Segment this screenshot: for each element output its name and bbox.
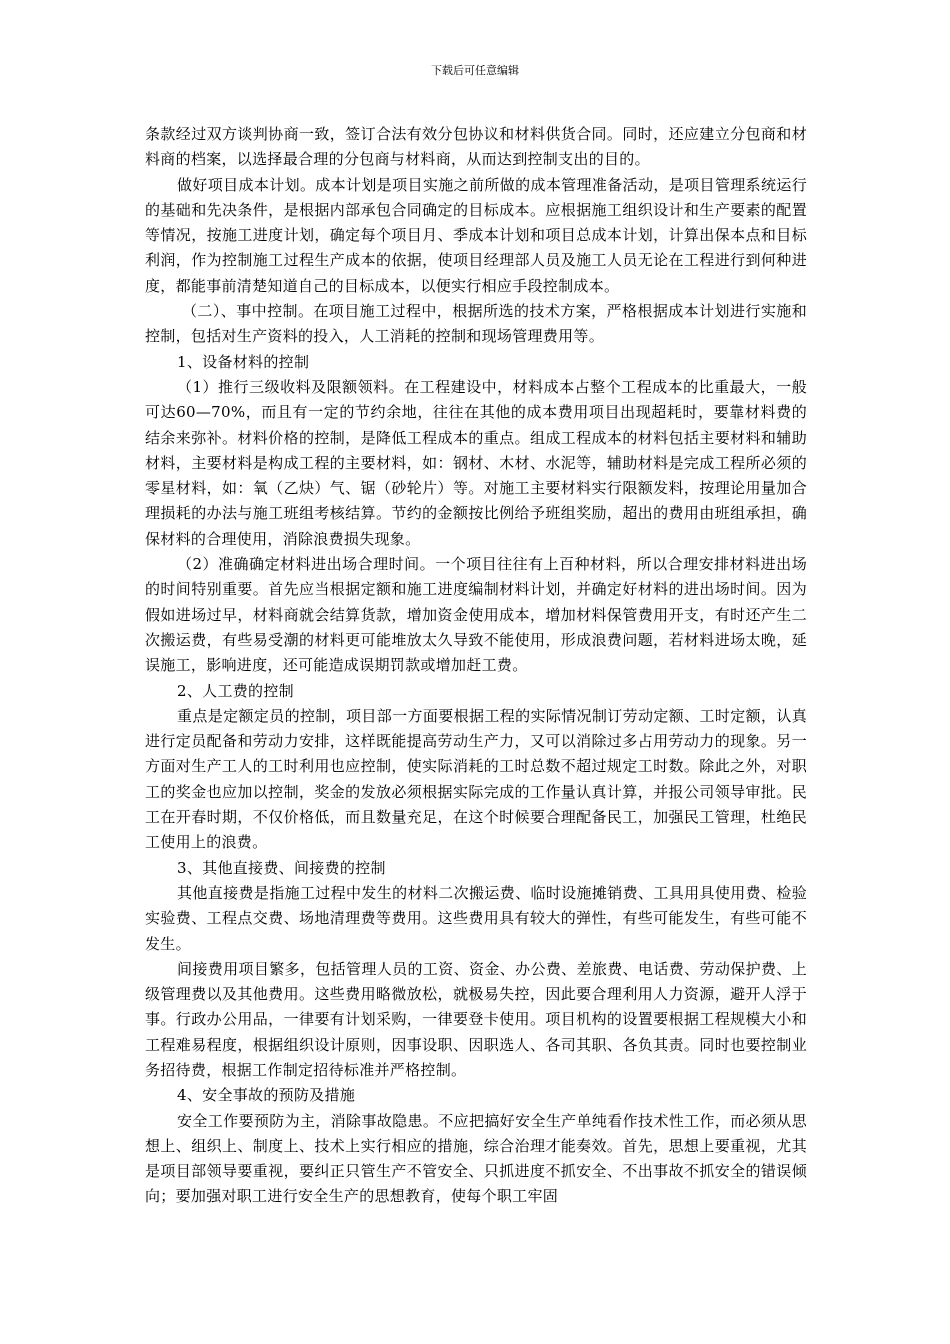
- paragraph-material-timing: （2）准确确定材料进出场合理时间。一个项目往往有上百种材料，所以合理安排材料进出场的时间特别重要。首先应当根据定额和施工进度编制材料计划，并确定好材料的进出场时间。因为假如进场过早，材料商就会结算货款，增加资金使用成本，增加材料保管费用开支，有时还产生二次搬运费，有些易受潮的材料更可能堆放太久导致不能使用，形成浪费问题，若材料进场太晚，延误施工，影响进度，还可能造成误期罚款或增加赶工费。: [145, 555, 807, 675]
- section-heading-other-costs: 3、其他直接费、间接费的控制: [177, 858, 386, 877]
- section-heading-labor: 2、人工费的控制: [177, 681, 294, 700]
- paragraph-subcontract: 条款经过双方谈判协商一致，签订合法有效分包协议和材料供货合同。同时，还应建立分包商和材料商的档案，以选择最合理的分包商与材料商，从而达到控制支出的目的。: [145, 125, 807, 169]
- paragraph-labor-control: 重点是定额定员的控制，项目部一方面要根据工程的实际情况制订劳动定额、工时定额，认真进行定员配备和劳动力安排，这样既能提高劳动生产力，又可以消除过多占用劳动力的现象。另一方面对生产工人的工时利用也应控制，使实际消耗的工时总数不超过规定工时数。除此之外，对职工的奖金也应加以控制，奖金的发放必须根据实际完成的工作量认真计算，并报公司领导审批。民工在开春时期，不仅价格低，而且数量充足，在这个时候要合理配备民工，加强民工管理，杜绝民工使用上的浪费。: [145, 706, 807, 852]
- paragraph-safety: 安全工作要预防为主，消除事故隐患。不应把搞好安全生产单纯看作技术性工作，而必须从思想上、组织上、制度上、技术上实行相应的措施，综合治理才能奏效。首先，思想上要重视，尤其是项目部领导要重视，要纠正只管生产不管安全、只抓进度不抓安全、不出事故不抓安全的错误倾向；要加强对职工进行安全生产的思想教育，使每个职工牢固: [145, 1111, 807, 1206]
- paragraph-cost-plan: 做好项目成本计划。成本计划是项目实施之前所做的成本管理准备活动，是项目管理系统运行的基础和先决条件，是根据内部承包合同确定的目标成本。应根据施工组织设计和生产要素的配置等情况，按施工进度计划，确定每个项目月、季成本计划和项目总成本计划，计算出保本点和目标利润，作为控制施工过程生产成本的依据，使项目经理部人员及施工人员无论在工程进行到何种进度，都能事前清楚知道自己的目标成本，以便实行相应手段控制成本。: [145, 175, 807, 295]
- document-body: [145, 122, 807, 1210]
- section-heading-materials: 1、设备材料的控制: [177, 352, 310, 371]
- paragraph-in-process-control: （二）、事中控制。在项目施工过程中，根据所选的技术方案，严格根据成本计划进行实施和控制，包括对生产资料的投入，人工消耗的控制和现场管理费用等。: [145, 302, 807, 346]
- paragraph-material-receiving: （1）推行三级收料及限额领料。在工程建设中，材料成本占整个工程成本的比重最大，一般可达60—70%，而且有一定的节约余地，往往在其他的成本费用项目出现超耗时，要靠材料费的结余来弥补。材料价格的控制，是降低工程成本的重点。组成工程成本的材料包括主要材料和辅助材料，主要材料是构成工程的主要材料，如：钢材、木材、水泥等，辅助材料是完成工程所必须的零星材料，如：氧（乙炔）气、锯（砂轮片）等。对施工主要材料实行限额发料，按理论用量加合理损耗的办法与施工班组考核结算。节约的金额按比例给予班组奖励，超出的费用由班组承担，确保材料的合理使用，消除浪费损失现象。: [145, 377, 807, 548]
- section-heading-safety: 4、安全事故的预防及措施: [177, 1086, 356, 1105]
- paragraph-indirect-costs: 间接费用项目繁多，包括管理人员的工资、资金、办公费、差旅费、电话费、劳动保护费、上级管理费以及其他费用。这些费用略微放松，就极易失控，因此要合理利用人力资源，避开人浮于事。行政办公用品，一律要有计划采购，一律要登卡使用。项目机构的设置要根据工程规模大小和工程难易程度，根据组织设计原则，因事设职、因职选人、各司其职、各负其责。同时也要控制业务招待费，根据工作制定招待标准并严格控制。: [145, 959, 807, 1079]
- paragraph-direct-costs: 其他直接费是指施工过程中发生的材料二次搬运费、临时设施摊销费、工具用具使用费、检验实验费、工程点交费、场地清理费等费用。这些费用具有较大的弹性，有些可能发生，有些可能不发生。: [145, 883, 807, 953]
- page-header-note: 下载后可任意编辑: [431, 64, 519, 77]
